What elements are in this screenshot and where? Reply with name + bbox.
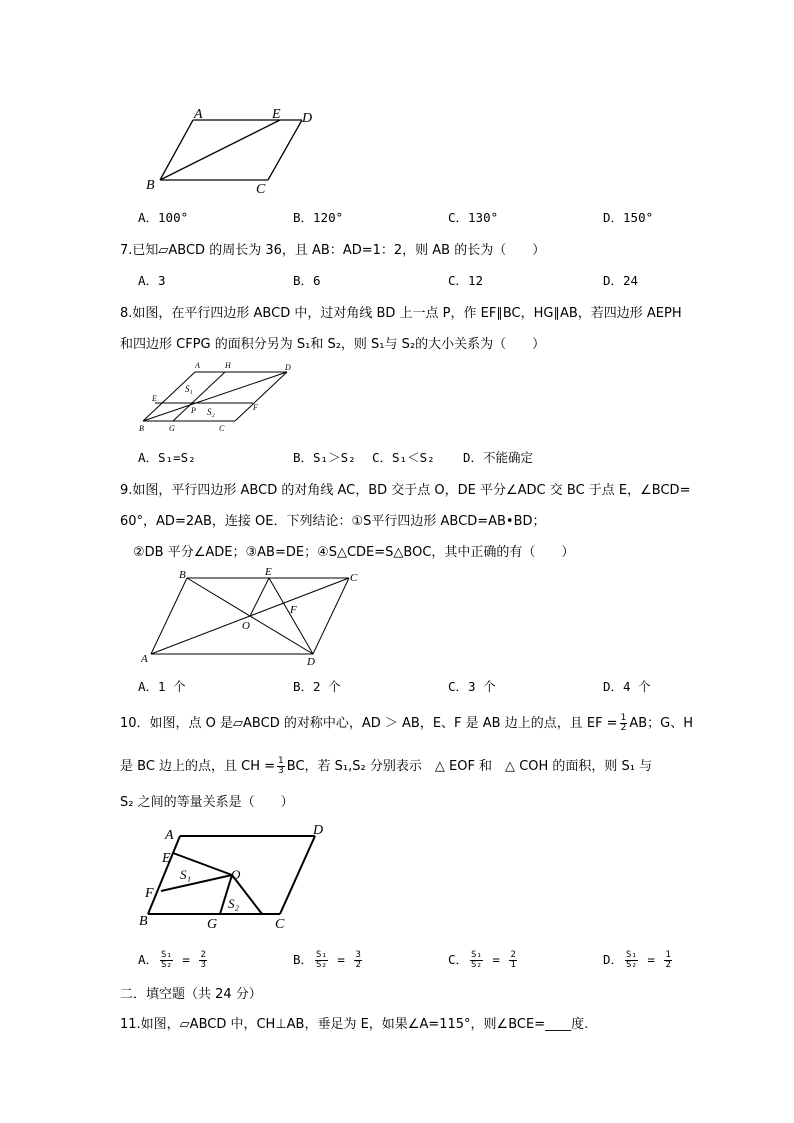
q8-stem-line1: 8.如图，在平行四边形 ABCD 中，过对角线 BD 上一点 P，作 EF∥BC，HG∥AB，若四边形 AEPH bbox=[120, 306, 682, 321]
q10-label-f: F bbox=[145, 886, 154, 901]
q9-label-d: D bbox=[307, 656, 315, 668]
q10-stem-a-tail: AB；G、H bbox=[629, 716, 693, 731]
q6-label-e: E bbox=[272, 107, 281, 122]
q6-option-b: B．120° bbox=[293, 210, 344, 225]
q6-figure bbox=[140, 100, 340, 200]
q7-option-b: B．6 bbox=[293, 273, 321, 288]
q10-label-b: B bbox=[139, 914, 148, 929]
q8-label-c: C bbox=[219, 424, 225, 433]
q10-label-s1: S₁ bbox=[180, 867, 192, 882]
q9-label-e: E bbox=[265, 566, 272, 578]
q6-option-c: C．130° bbox=[448, 210, 499, 225]
q9-label-b: B bbox=[179, 569, 186, 581]
q9-stem-line2: 60°，AD=2AB，连接 OE．下列结论：①S平行四边形 ABCD=AB•BD； bbox=[120, 514, 546, 529]
q10-stem-a: 10．如图，点 O 是▱ABCD 的对称中心，AD ＞ AB，E、F 是 AB 边上的点，且 EF = bbox=[120, 716, 618, 731]
q10-stem-line1 bbox=[120, 712, 693, 733]
section-title-fill-in: 二．填空题（共 24 分） bbox=[120, 987, 262, 1002]
q7-stem: 7.已知▱ABCD 的周长为 36，且 AB：AD=1：2，则 AB 的长为（ ） bbox=[120, 243, 546, 258]
q6-option-a: A．100° bbox=[138, 210, 189, 225]
q6-label-b: B bbox=[146, 178, 155, 193]
q8-label-d: D bbox=[285, 363, 291, 372]
q10-figure bbox=[135, 818, 345, 936]
q7-option-a: A．3 bbox=[138, 273, 166, 288]
q6-label-a: A bbox=[194, 107, 203, 122]
q10-stem-line3: S₂ 之间的等量关系是（ ） bbox=[120, 795, 294, 810]
q9-label-c: C bbox=[350, 572, 358, 584]
q9-label-o: O bbox=[242, 620, 250, 632]
q10-stem-line2 bbox=[120, 755, 652, 776]
q10-label-e: E bbox=[162, 851, 171, 866]
q8-option-d: D．不能确定 bbox=[463, 450, 534, 465]
q8-label-s1: S₁ bbox=[185, 384, 193, 394]
q10-label-d: D bbox=[313, 823, 324, 838]
q8-stem-line2: 和四边形 CFPG 的面积分另为 S₁和 S₂，则 S₁与 S₂的大小关系为（ ） bbox=[120, 337, 546, 352]
q7-option-d: D．24 bbox=[603, 273, 639, 288]
q8-label-s2: S₂ bbox=[207, 407, 215, 417]
q8-label-b: B bbox=[139, 424, 144, 433]
q10-label-c: C bbox=[275, 917, 285, 932]
q9-label-f: F bbox=[290, 604, 297, 616]
q8-option-b: B．S₁＞S₂ bbox=[293, 450, 356, 465]
q10-label-o: O bbox=[231, 867, 241, 882]
q9-figure bbox=[135, 562, 370, 670]
q10-stem-b-tail: BC，若 S₁,S₂ 分别表示 △ EOF 和 △ COH 的面积，则 S₁ 与 bbox=[286, 759, 653, 774]
q8-option-c: C．S₁＜S₂ bbox=[372, 450, 435, 465]
q10-stem-b: 是 BC 边上的点，且 CH = bbox=[120, 759, 276, 774]
q10-fraction-ch: $\frac{1}{3}$ bbox=[278, 756, 284, 776]
q10-label-a: A bbox=[165, 828, 174, 843]
q8-label-p: P bbox=[191, 406, 196, 415]
q11-stem: 11.如图，▱ABCD 中，CH⊥AB，垂足为 E，如果∠A=115°，则∠BCE=____度. bbox=[120, 1017, 589, 1032]
q8-figure bbox=[135, 358, 310, 438]
q10-option-c: C． $\frac{\text{S₁}}{\text{S₂}}$ = $\frac{2}{1}$ bbox=[448, 950, 516, 970]
q6-label-d: D bbox=[302, 111, 313, 126]
q9-option-d: D．4 个 bbox=[603, 679, 651, 694]
q10-label-s2: S₂ bbox=[228, 896, 240, 911]
q10-fraction-ef: $\frac{1}{2}$ bbox=[620, 713, 627, 733]
q8-label-h: H bbox=[225, 361, 231, 370]
q8-option-a: A．S₁=S₂ bbox=[138, 450, 196, 465]
q6-option-d: D．150° bbox=[603, 210, 654, 225]
q10-option-d: D． $\frac{\text{S₁}}{\text{S₂}}$ = $\frac{1}{2}$ bbox=[603, 950, 671, 970]
q9-stem-line1: 9.如图，平行四边形 ABCD 的对角线 AC，BD 交于点 O，DE 平分∠ADC 交 BC 于点 E，∠BCD= bbox=[120, 483, 691, 498]
q9-stem-line3: ②DB 平分∠ADE；③AB=DE；④S△CDE=S△BOC，其中正确的有（ ） bbox=[133, 545, 575, 560]
q8-label-e: E bbox=[152, 394, 157, 403]
q6-label-c: C bbox=[256, 182, 266, 197]
q10-option-b: B． $\frac{\text{S₁}}{\text{S₂}}$ = $\frac{3}{2}$ bbox=[293, 950, 361, 970]
q9-option-b: B．2 个 bbox=[293, 679, 341, 694]
q7-option-c: C．12 bbox=[448, 273, 484, 288]
q9-label-a: A bbox=[141, 653, 148, 665]
q9-option-a: A．1 个 bbox=[138, 679, 186, 694]
q8-label-g: G bbox=[169, 424, 175, 433]
q8-label-f: F bbox=[253, 403, 258, 412]
q8-label-a: A bbox=[195, 361, 200, 370]
q9-option-c: C．3 个 bbox=[448, 679, 496, 694]
q10-option-a: A． $\frac{\text{S₁}}{\text{S₂}}$ = $\frac{2}{3}$ bbox=[138, 950, 206, 970]
q10-label-g: G bbox=[207, 917, 218, 932]
